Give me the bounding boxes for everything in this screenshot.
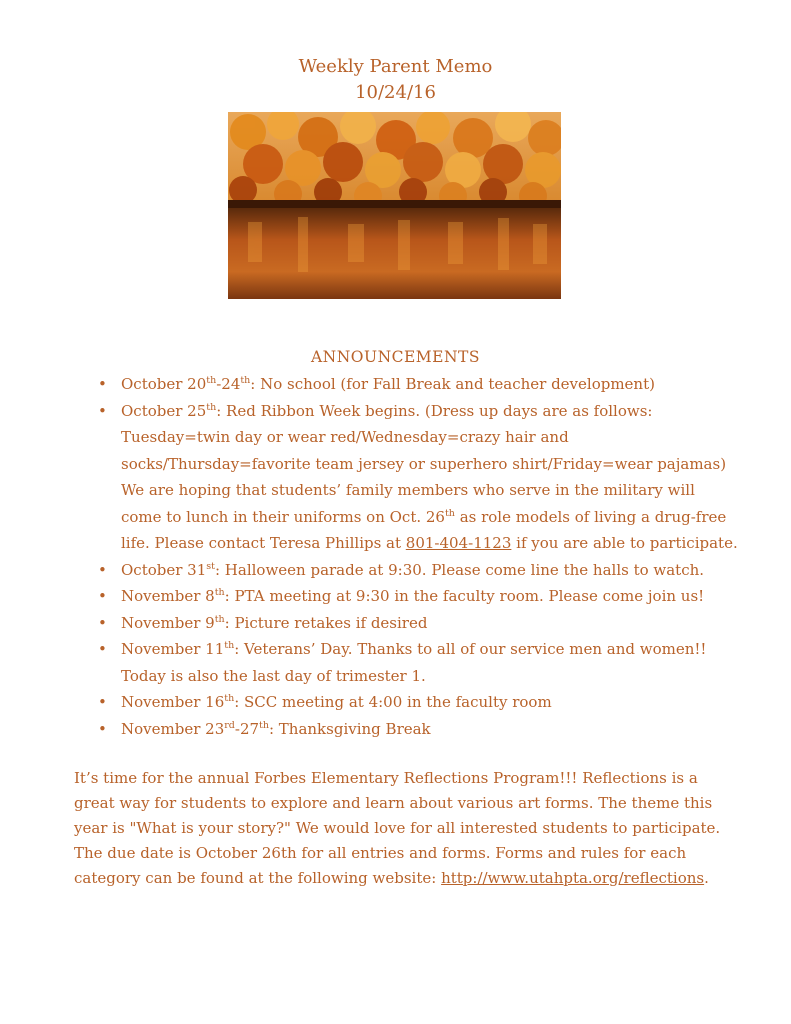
item-date: November 9 [121,613,215,632]
memo-title: Weekly Parent Memo [298,56,493,77]
item-text: : Thanksgiving Break [268,719,431,738]
reflections-text: It’s time for the annual Forbes Elementary Reflections Program!!! Reflections is a great way for students to explore and learn about various art forms. The theme this year is "What is your story?" We would love for all interested students to participate. The due date is October 26th for all entries and forms. Forms and rules for each category can be found at the following website: [74,769,721,887]
ordinal-suffix: st [206,560,215,572]
item-date: October 31 [121,560,207,579]
item-text: : Picture retakes if desired [224,613,428,632]
ordinal-suffix: rd [224,719,235,731]
item-text: : PTA meeting at 9:30 in the faculty room. Please come join us! [224,587,705,605]
list-item [98,610,738,637]
ordinal-suffix: th [240,375,251,386]
list-item [98,371,738,398]
list-item [98,636,738,689]
item-text: as role models of living a drug-free life. Please contact Teresa Phillips at [121,507,727,552]
phone-link[interactable]: 801-404-1123 [405,534,512,552]
item-text: : Halloween parade at 9:30. Please come line the halls to watch. [214,560,705,579]
item-date: November 11 [121,640,225,658]
item-date: November 8 [121,587,215,605]
announcements-heading: ANNOUNCEMENTS [310,348,481,366]
item-date: November 23 [121,719,225,738]
item-text: : Veterans’ Day. Thanks to all of our service men and women!! Today is also the last day of trimester 1. [121,640,707,685]
autumn-forest-photo [228,112,561,299]
item-date-end: -24 [216,375,241,393]
ordinal-suffix: th [224,693,235,704]
announcements-list [98,371,738,742]
ordinal-suffix: th [224,640,235,651]
ordinal-suffix: th [214,587,225,598]
ordinal-suffix: th [206,375,217,386]
list-item [98,716,738,743]
ordinal-suffix: th [206,401,217,413]
item-date-end: -27 [234,719,260,738]
list-item [98,583,738,610]
list-item [98,557,738,584]
item-date: October 25 [121,401,207,420]
list-item [98,398,738,557]
item-date: November 16 [121,693,225,711]
item-text: : SCC meeting at 4:00 in the faculty room [234,693,552,711]
reflections-paragraph [74,766,734,891]
item-text: : No school (for Fall Break and teacher development) [250,375,655,393]
item-date: October 20 [121,375,207,393]
reflections-end: . [704,869,709,887]
ordinal-suffix: th [444,507,455,519]
list-item [98,689,738,716]
ordinal-suffix: th [214,613,225,625]
item-text: if you are able to participate. [511,534,738,552]
reflections-link[interactable]: http://www.utahpta.org/reflections [441,869,705,887]
item-text: : Red Ribbon Week begins. (Dress up days are as follows: Tuesday=twin day or wear red/Wednesday=crazy hair and socks/Thursday=favorite team jersey or superhero shirt/Friday=wear pajamas) We are hoping that students’ family members who serve in the military will come to lunch in their uniforms on Oct. 26 [121,401,727,526]
ordinal-suffix: th [259,719,269,731]
memo-date: 10/24/16 [355,82,436,103]
